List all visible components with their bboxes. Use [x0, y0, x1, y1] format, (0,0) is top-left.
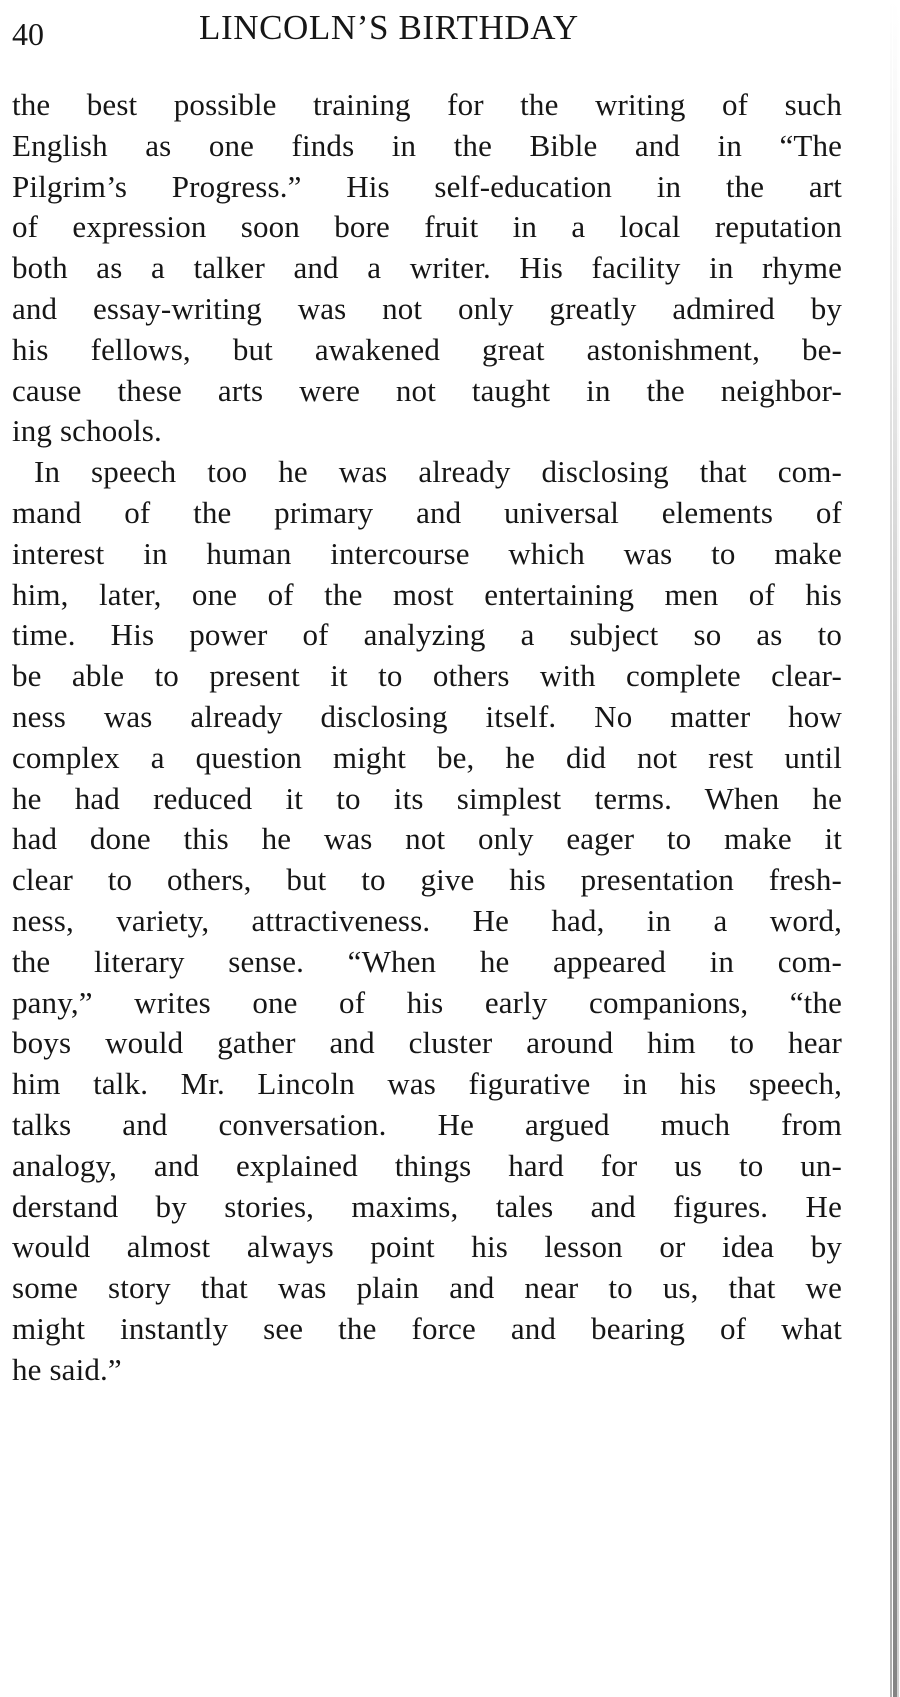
text-line: interest in human intercourse which was to make	[12, 535, 842, 571]
body-text	[12, 85, 842, 1391]
running-head	[12, 4, 652, 54]
text-line: ness was already disclosing itself. No matter how	[12, 698, 842, 734]
paragraph-2	[12, 452, 842, 1390]
text-line: him, later, one of the most entertaining men of his	[12, 576, 842, 612]
text-line: pany,” writes one of his early companions, “the	[12, 984, 842, 1020]
text-line: boys would gather and cluster around him to hear	[12, 1025, 842, 1061]
text-line: Pilgrim’s Progress.” His self-education in the art	[12, 168, 842, 204]
text-line: would almost always point his lesson or idea by	[12, 1229, 842, 1265]
page-edge-shadow	[884, 0, 900, 1697]
text-line: both as a talker and a writer. His facility in rhyme	[12, 250, 842, 286]
text-line: mand of the primary and universal elements of	[12, 494, 842, 530]
text-line: him talk. Mr. Lincoln was figurative in his speech,	[12, 1066, 842, 1102]
text-line: some story that was plain and near to us, that we	[12, 1270, 842, 1306]
text-line: the literary sense. “When he appeared in com-	[12, 943, 842, 979]
text-line: and essay-writing was not only greatly admired by	[12, 290, 842, 326]
page-number: 40	[12, 16, 44, 52]
text-line: his fellows, but awakened great astonishment, be-	[12, 331, 842, 367]
text-line: analogy, and explained things hard for us to un-	[12, 1147, 842, 1183]
text-line: the best possible training for the writing of such	[12, 87, 842, 122]
running-title: LINCOLN’S BIRTHDAY	[199, 8, 579, 47]
text-line: clear to others, but to give his presentation fresh-	[12, 862, 842, 898]
text-line: time. His power of analyzing a subject so as to	[12, 617, 842, 653]
text-line: might instantly see the force and bearing of what	[12, 1310, 842, 1346]
text-line: he said.”	[12, 1351, 122, 1387]
text-line: ness, variety, attractiveness. He had, in a word,	[12, 902, 842, 938]
text-line: complex a question might be, he did not rest until	[12, 739, 842, 775]
text-line: had done this he was not only eager to make it	[12, 821, 842, 857]
edge-grain	[890, 0, 892, 1697]
text-line: derstand by stories, maxims, tales and figures. He	[12, 1188, 842, 1224]
text-line: English as one finds in the Bible and in “The	[12, 127, 842, 163]
text-line: talks and conversation. He argued much from	[12, 1106, 842, 1142]
paragraph-1	[12, 85, 842, 452]
text-line: ing schools.	[12, 413, 162, 449]
text-line: be able to present it to others with complete clear-	[12, 658, 842, 694]
text-line: cause these arts were not taught in the neighbor-	[12, 372, 842, 408]
text-line: he had reduced it to its simplest terms. When he	[12, 780, 842, 816]
text-line: of expression soon bore fruit in a local reputation	[12, 209, 842, 245]
edge-grain	[897, 0, 899, 1697]
text-line: In speech too he was already disclosing that com-	[34, 454, 842, 490]
